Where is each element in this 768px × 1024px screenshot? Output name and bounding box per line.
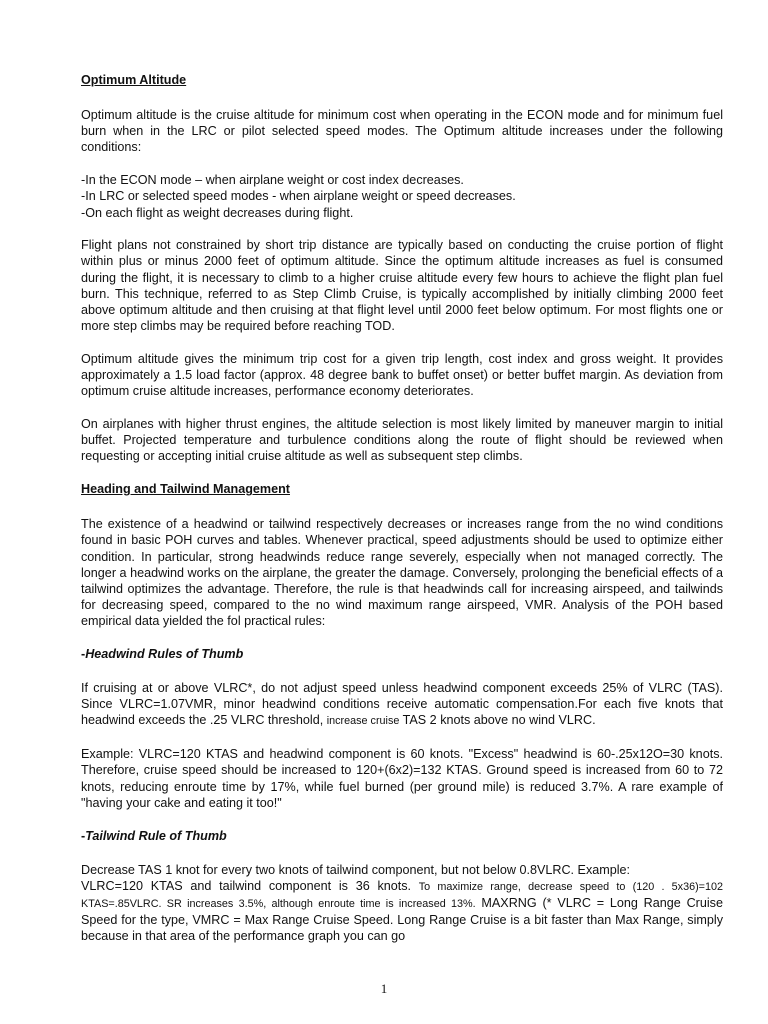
conditions-list: [81, 172, 723, 221]
text-run-small: increase cruise: [326, 715, 400, 728]
paragraph: [81, 862, 723, 945]
subsection-title-text: Tailwind Rule of Thumb: [85, 828, 227, 843]
list-item: -On each flight as weight decreases during flight.: [81, 205, 354, 220]
text-run: If cruising at or above VLRC*, do not adjust speed unless headwind component exceeds 25% of VLRC (TAS). Since VLRC=1.07VMR, minor headwind conditions receive automatic compensation.For each five knots that headwind exceeds the .25 VLRC threshold,: [81, 681, 723, 728]
paragraph: Flight plans not constrained by short trip distance are typically based on conducting the cruise portion of flight within plus or minus 2000 feet of optimum altitude. Since the optimum altitude increases as fuel is consumed during the flight, it is necessary to climb to a higher cruise altitude every few hours to achieve the flight plan fuel burn. This technique, referred to as Step Climb Cruise, is typically accomplished by initially climbing 2000 feet above optimum altitude and then cruising at that flight level until 2000 feet below optimum. For most flights one or more step climbs may be required before reaching TOD.: [81, 238, 723, 334]
section-title-heading-tailwind: Heading and Tailwind Management: [81, 482, 290, 497]
text-run: VLRC=120 KTAS and tailwind component is 36 knots.: [81, 878, 419, 893]
document-page: [81, 72, 723, 961]
subsection-title-text: Headwind Rules of Thumb: [85, 647, 244, 662]
subsection-prefix: -: [81, 828, 86, 843]
paragraph: [81, 680, 723, 730]
page-number: 1: [380, 981, 388, 996]
paragraph: Optimum altitude gives the minimum trip cost for a given trip length, cost index and gross weight. It provides approximately a 1.5 load factor (approx. 48 degree bank to buffet onset) or better buffet margin. As deviation from optimum cruise altitude increases, performance economy deteriorates.: [81, 351, 723, 399]
text-run: Decrease TAS 1 knot for every two knots of tailwind component, but not below 0.8VLRC. Example:: [81, 862, 631, 877]
paragraph: The existence of a headwind or tailwind respectively decreases or increases range from the no wind conditions found in basic POH curves and tables. Whenever practical, speed adjustments should be used to optimize either condition. In particular, strong headwinds reduce range severely, especially when not managed correctly. The longer a headwind works on the airplane, the greater the damage. Conversely, prolonging the beneficial effects of a tailwind optimizes the advantage. Therefore, the rule is that headwinds call for increasing airspeed, and tailwinds for decreasing speed, compared to the no wind maximum range airspeed, VMR. Analysis of the POH based empirical data yielded the fol practical rules:: [81, 517, 723, 629]
text-run-small: To maximize range, decrease speed to (120 . 5x36)=102 KTAS=.85VLRC. SR increases 3.5%, although enroute time is increased 13%.: [81, 880, 723, 910]
text-run: TAS 2 knots above no wind VLRC.: [399, 713, 596, 728]
paragraph: On airplanes with higher thrust engines, the altitude selection is most likely limited by maneuver margin to initial buffet. Projected temperature and turbulence conditions along the route of flight should be reviewed when requesting or accepting initial cruise altitude as well as subsequent step climbs.: [81, 417, 723, 464]
subsection-prefix: -: [81, 647, 86, 662]
list-item: -In LRC or selected speed modes - when airplane weight or speed decreases.: [81, 189, 516, 204]
paragraph: Example: VLRC=120 KTAS and headwind component is 60 knots. "Excess" headwind is 60-.25x12O=30 knots. Therefore, cruise speed should be increased to 120+(6x2)=132 KTAS. Ground speed is increased from 60 to 72 knots, reducing enroute time by 17%, while fuel burned (per ground mile) is reduced 3.7%. A rare example of "having your cake and eating it too!": [81, 747, 723, 810]
paragraph: Optimum altitude is the cruise altitude for minimum cost when operating in the ECON mode and for minimum fuel burn when in the LRC or pilot selected speed modes. The Optimum altitude increases under the following conditions:: [81, 108, 723, 155]
section-title-optimum-altitude: Optimum Altitude: [81, 73, 187, 87]
list-item: -In the ECON mode – when airplane weight or cost index decreases.: [81, 173, 464, 188]
subsection-title-headwind: [81, 646, 723, 662]
text-run: MAXRNG (* VLRC = Long Range Cruise Speed for the type, VMRC = Max Range Cruise Speed. Long Range Cruise is a bit faster than Max Range, simply because in that area of the performance graph you can go: [81, 895, 723, 944]
subsection-title-tailwind: [81, 828, 723, 844]
